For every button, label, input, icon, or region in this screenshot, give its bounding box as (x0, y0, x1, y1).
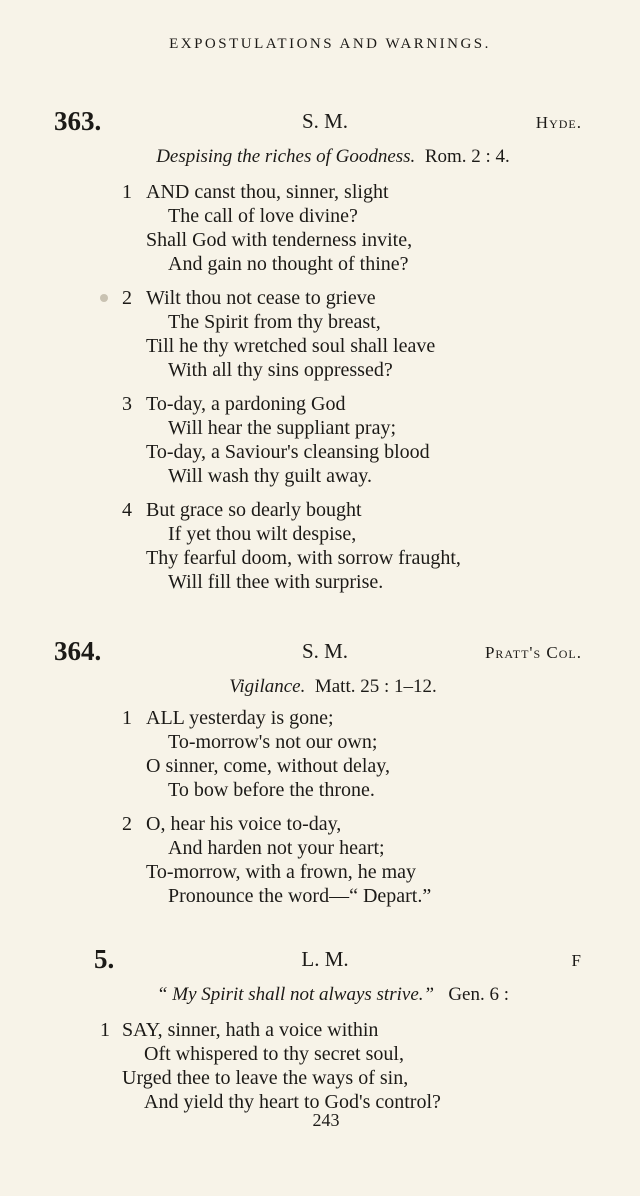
page-number: 243 (312, 1110, 340, 1130)
verse-line: Shall God with tenderness invite, (146, 229, 413, 251)
verse-line: O, hear his voice to-day, (146, 813, 342, 835)
hymn-364-header (0, 636, 640, 666)
verse-line: To-day, a Saviour's cleansing blood (146, 441, 430, 463)
verse-line: To-day, a pardoning God (146, 393, 346, 415)
hymn-365-header (0, 944, 640, 974)
verse-line: But grace so dearly bought (146, 499, 362, 521)
tune-name: Hyde. (535, 113, 582, 132)
verse-line: And yield thy heart to God's control? (144, 1091, 441, 1113)
verse-line: The Spirit from thy breast, (168, 311, 381, 333)
hymn-363-header (0, 106, 640, 136)
meter: S. M. (301, 639, 349, 663)
verse-line: Urged thee to leave the ways of sin, (122, 1067, 409, 1089)
verse-line: And harden not your heart; (168, 837, 385, 859)
verse-line: Thy fearful doom, with sorrow fraught, (146, 547, 461, 569)
scripture-reference: Gen. 6 : (448, 984, 510, 1005)
verse-line: With all thy sins oppressed? (168, 359, 393, 381)
hymn-365-subtitle (0, 982, 640, 1008)
verse-line: ALL yesterday is gone; (146, 707, 334, 729)
hymn-363-subtitle (0, 144, 640, 170)
verse-line: And gain no thought of thine? (168, 253, 409, 275)
verse-line: Will wash thy guilt away. (168, 465, 372, 487)
hymn-number: 363. (54, 106, 102, 136)
scripture-reference: Rom. 2 : 4. (424, 146, 510, 167)
verse-line: To bow before the throne. (168, 779, 375, 801)
verse-line: Pronounce the word—“ Depart.” (168, 885, 432, 907)
verse-number: 4 (122, 499, 132, 521)
verse-number: 2 (122, 287, 132, 309)
running-head: EXPOSTULATIONS AND WARNINGS. (169, 36, 491, 52)
verse-line: AND canst thou, sinner, slight (146, 181, 389, 203)
hymn-theme: “ My Spirit shall not always strive.” (156, 984, 435, 1005)
verse-line: Wilt thou not cease to grieve (146, 287, 376, 309)
hymn-theme: Despising the riches of Goodness. (156, 146, 416, 167)
meter: S. M. (301, 109, 349, 133)
tune-name: Pratt's Col. (484, 643, 582, 662)
verse-line: If yet thou wilt despise, (168, 523, 357, 545)
verse-number: 1 (100, 1019, 110, 1041)
scripture-reference: Matt. 25 : 1–12. (314, 676, 437, 697)
verse-line: The call of love divine? (168, 205, 358, 227)
verse-number: 1 (122, 181, 132, 203)
meter: L. M. (301, 947, 349, 971)
verse-line: Oft whispered to thy secret soul, (144, 1043, 404, 1065)
verse-number: 2 (122, 813, 132, 835)
verse-line: Will fill thee with surprise. (168, 571, 384, 593)
hymn-theme: Vigilance. (229, 676, 306, 697)
verse-line: Will hear the suppliant pray; (168, 417, 397, 439)
verse-line: Till he thy wretched soul shall leave (146, 335, 436, 357)
verse-number: 3 (122, 393, 132, 415)
ink-smudge (100, 294, 108, 302)
hymn-number: 364. (54, 636, 102, 666)
verse-line: SAY, sinner, hath a voice within (122, 1019, 379, 1041)
hymn-number: 5. (94, 944, 115, 974)
verse-line: To-morrow's not our own; (168, 731, 378, 753)
hymn-364-subtitle (0, 674, 640, 700)
verse-line: O sinner, come, without delay, (146, 755, 390, 777)
tune-name: F (571, 951, 582, 970)
verse-line: To-morrow, with a frown, he may (146, 861, 417, 883)
verse-number: 1 (122, 707, 132, 729)
